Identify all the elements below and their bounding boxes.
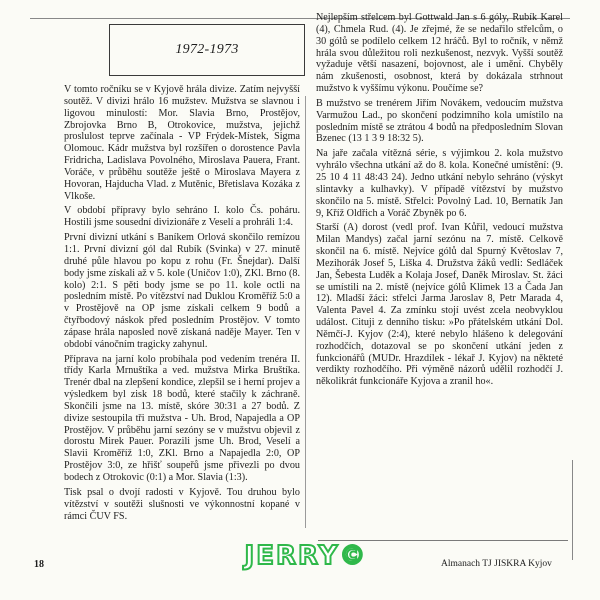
jerry-logo: JERRY©: [244, 541, 368, 571]
right-column: [316, 12, 563, 522]
season-title: 1972-1973: [175, 42, 239, 57]
paragraph: Příprava na jarní kolo probíhala pod vedením trenéra II. třídy Karla Mrnuštíka a ved. mužstva Mirka Bruštíka. Trenér dbal na zlepšení kondice, zlepšil se i herní projev a výsledkem byl zisk 18 bodů, které stačily k záchraně. Skončili jsme na 13. místě, skóre 30:31 a 27 bodů. Z divize sestoupila tři mužstva - Uh. Brod, Napajedla a OP Prostějov. V průběhu jarní sezóny se v mužstvu objevil z dorostu Mirek Pauer. Porazili jsme Uh. Brod, Veselí a Slavii Kroměříž 1:0, ZKl. Brno a Napajedla 2:0, OP Prostějov 3:0, ze hřišť soupeřů jsme přivezli po dvou bodech z Otrokovic (0:1) a Mor. Slavia (1:3).: [64, 353, 300, 483]
paragraph: V období přípravy bylo sehráno I. kolo Čs. poháru. Hostili jsme sousední divizionáře z Veselí a prohráli 1:4.: [64, 205, 300, 229]
paragraph: V tomto ročníku se v Kyjově hrála divize. Zatím nejvyšší soutěž. V divizi hrálo 16 mužstev. Mužstva se slavnou i ligovou minulostí: Mor. Slavia Brno, Prostějov, Zbrojovka Brno B, Otrokovice, mužstva, jejichž proslulost teprve začínala - VP Frýdek-Místek, Sigma Olomouc. Kádr mužstva byl rozšířen o dorostence Pavla Fridricha, Ladislava Povolného, Miroslava Pauera, Frant. Voráče, v průběhu soutěže ještě o Miroslava Mayera z Hovoran, Hajducha Vlad. z Mutěnic, Břetislava Kozáka z Vlkoše.: [64, 84, 300, 202]
publication-name: Almanach TJ JISKRA Kyjov: [441, 559, 552, 569]
paragraph: Na jaře začala vítězná série, s výjimkou 2. kola mužstvo vyhrálo všechna utkání až do 8. kola. Konečné umístění: (9. 25 10 4 11 48:43 24). Jedno utkání nebylo sehráno (výskyt slintavky a kulhavky). V případě vítězství by mužstvo skončilo na 5. místě. Střelci: Povolný Lad. 10, Bernatík Jan 9, Kříž Oldřich a Voráč Zbyněk po 6.: [316, 148, 563, 219]
paragraph: B mužstvo se trenérem Jiřím Novákem, vedoucím mužstva Varmužou Lad., po skončení podzimního kola umístilo na posledním místě se ztrátou 4 bodů na předposledním Slovan Bzenec (13 1 3 9 18:32 5).: [316, 97, 563, 145]
column-divider: [305, 96, 306, 528]
right-frame-rule: [572, 460, 573, 560]
paragraph: První divizní utkání s Baníkem Orlová skončilo remízou 1:1. První divizní gól dal Rubík (Svinka) v 27. minutě druhé půle hlavou po kopu z rohu (Fr. Šnejdar). Další body jsme získali až v 5. kole (Uničov 1:0), ZKl. Brno (8. kolo) 2:1. S pěti body jsme se po 11. kole octli na posledním místě. Po vítězství nad Duklou Kroměříž 5:0 a v Prostějově na OP jsme získali celkem 9 bodů a čtyřbodový náskok před posledním Prostějov. V tomto zápase hrála naposled nově získaná naděje Mayer. Ten v období vánočním tragicky zahynul.: [64, 232, 300, 350]
page-number: 18: [34, 559, 44, 570]
season-title-box: [109, 24, 305, 76]
paragraph: Nejlepším střelcem byl Gottwald Jan s 6 góly, Rubík Karel (4), Chmela Rud. (4). Je zřejmé, že se nedařilo střelcům, o 30 gólů se podílelo celkem 12 hráčů. Byl to ročník, v němž hrála svou důležitou roli nezkušenost, nezvyk. Vyšší soutěž vyžaduje větší nasazení, bojovnost, ale i umění. Chyběly nám zkušenosti, osobnost, která by dokázala strhnout mužstvo k vyššímu výkonu. Poučíme se?: [316, 12, 563, 95]
paragraph: Starší (A) dorost (vedl prof. Ivan Kůřil, vedoucí mužstva Milan Mandys) začal jarní sezónu na 7. místě. Celkově skončil na 6. místě. Nejvíce gólů dal Spurný Květoslav 7, Mezihorák Josef 5, Liška 4. Družstva žáků vedli: Sedláček Jan, Šebesta Luděk a Kolaja Josef, Daněk Miroslav. St. žáci se umístili na 2. místě (nejvíce gólů Klimek 13 a Čada Jan 12). Mladší žáci: střelci Jarma Jaroslav 8, Petr Marada 4, Valenta Pavel 4. Za zmínku stojí uvést zcela neobvyklou událost. Cituji z denního tisku: »Po přátelském utkání Dol. Němčí-J. Kyjov (2:4), které nebylo hlášeno k delegování rozhodčích, dotazoval se po skončení utkání jeden z funkcionářů (MUDr. Hrazdílek - lékař J. Kyjov) na někteté verdikty rozhodčího. Při výměně názorů udělil rozhodčí J. několikrát funkcionáře Kyjova a zranil ho«.: [316, 222, 563, 388]
paragraph: Tisk psal o dvojí radosti v Kyjově. Tou druhou bylo vítězství v soutěži slušnosti ve výkonnostní kopané v rámci ČUV FS.: [64, 486, 300, 522]
left-column: [64, 84, 300, 554]
